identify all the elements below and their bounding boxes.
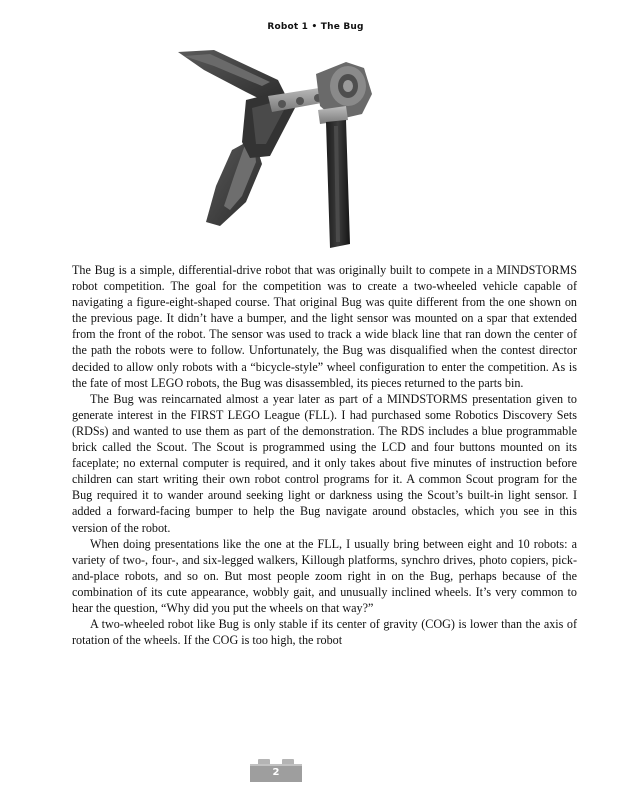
paragraph-2: The Bug was reincarnated almost a year later as part of a MINDSTORMS presentation given to generate interest in the FIRST LEGO League (FLL). I had purchased some Robotics Discovery Sets (RDSs) and wanted to use them as part of the demonstration. The RDS includes a blue programmable brick called the Scout. The Scout is programmed using the LCD and four buttons mounted on its faceplate; no external computer is required, and it only takes about five minutes of instruction before children can start writing their own robot control programs for it. A common Scout program for the Bug required it to wander around seeking light or darkness using the Scout’s built-in light sensor. I added a forward-facing bumper to help the Bug navigate around obstacles, which you see in this version of the robot. [72, 391, 577, 535]
running-header: Robot 1 • The Bug [267, 22, 364, 32]
paragraph-4: A two-wheeled robot like Bug is only stable if its center of gravity (COG) is lower than the axis of rotation of the wheels. If the COG is too high, the robot [72, 617, 577, 648]
page-number-badge [250, 758, 302, 782]
robot-figure [150, 46, 390, 256]
paragraph-3: When doing presentations like the one at the FLL, I usually bring between eight and 10 robots: a variety of two-, four-, and six-legged walkers, Killough platforms, synchro drives, photo copiers, pick-and-place robots, and so on. But most people zoom right in on the Bug, perhaps because of the combination of its cute appearance, wobbly gait, and unusually inclined wheels. It’s very common to hear the question, “Why did you put the wheels on that way?” [72, 536, 577, 615]
paragraph-1: The Bug is a simple, differential-drive robot that was originally built to compete in a MINDSTORMS robot competition. The goal for the competition was to create a two-wheeled vehicle capable of navigating a figure-eight-shaped course. That original Bug was quite different from the one shown on the previous page. It didn’t have a bumper, and the light sensor was mounted on a spar that extended from the front of the robot. The sensor was used to track a wide black line that ran down the center of the path the robots were to follow. Unfortunately, the Bug was disqualified when the contest director decided to allow only robots with a “bicycle-style” wheel configuration to enter the competition. As is the fate of most LEGO robots, the Bug was disassembled, its pieces returned to the parts bin. [72, 263, 577, 390]
body-text [72, 262, 577, 648]
page-number: 2 [272, 767, 280, 778]
